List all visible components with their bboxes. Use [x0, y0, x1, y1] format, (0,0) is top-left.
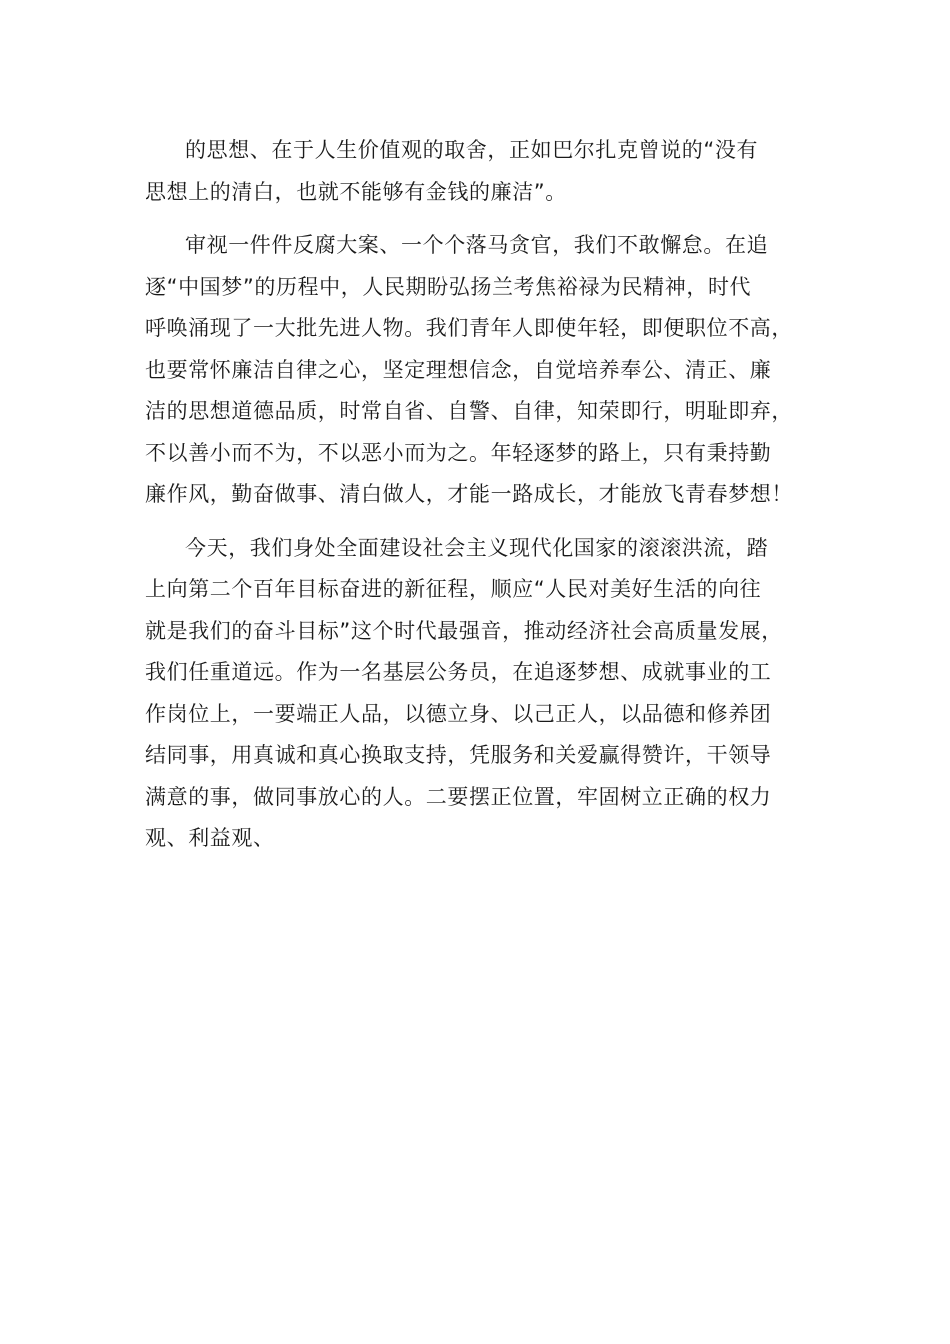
paragraph-1: [145, 130, 810, 213]
paragraph-3: [145, 528, 810, 860]
paragraph-2: [145, 225, 810, 516]
text-line: 满意的事，做同事放心的人。二要摆正位置，牢固树立正确的权力: [145, 784, 772, 809]
text-line: 就是我们的奋斗目标”这个时代最强音，推动经济社会高质量发展，: [145, 618, 783, 643]
text-line: 也要常怀廉洁自律之心，坚定理想信念，自觉培养奉公、清正、廉: [145, 357, 772, 382]
text-line: 洁的思想道德品质，时常自省、自警、自律，知荣即行，明耻即弃，: [145, 399, 793, 423]
text-line: 的思想、在于人生价值观的取舍，正如巴尔扎克曾说的“没有: [185, 138, 759, 162]
document-body: [145, 130, 810, 872]
text-line: 我们任重道远。作为一名基层公务员，在追逐梦想、成就事业的工: [145, 660, 772, 684]
text-line: 作岗位上，一要端正人品，以德立身、以己正人，以品德和修养团: [145, 701, 772, 726]
text-line: 今天，我们身处全面建设社会主义现代化国家的滚滚洪流，踏: [185, 535, 769, 560]
text-line: 思想上的清白，也就不能够有金钱的廉洁”。: [145, 179, 567, 204]
text-line: 呼唤涌现了一大批先进人物。我们青年人即使年轻，即便职位不高，: [145, 316, 793, 340]
text-line: 廉作风，勤奋做事、清白做人，才能一路成长，才能放飞青春梦想！: [145, 482, 793, 506]
text-line: 上向第二个百年目标奋进的新征程，顺应“人民对美好生活的向往: [145, 577, 762, 601]
text-line: 结同事，用真诚和真心换取支持，凭服务和关爱赢得赞许，干领导: [145, 743, 772, 767]
text-line: 逐“中国梦”的历程中，人民期盼弘扬兰考焦裕禄为民精神，时代: [145, 274, 752, 299]
text-line: 不以善小而不为，不以恶小而为之。年轻逐梦的路上，只有秉持勤: [145, 440, 772, 465]
text-line: 审视一件件反腐大案、一个个落马贪官，我们不敢懈怠。在追: [185, 233, 769, 257]
text-line: 观、利益观、: [145, 826, 275, 850]
